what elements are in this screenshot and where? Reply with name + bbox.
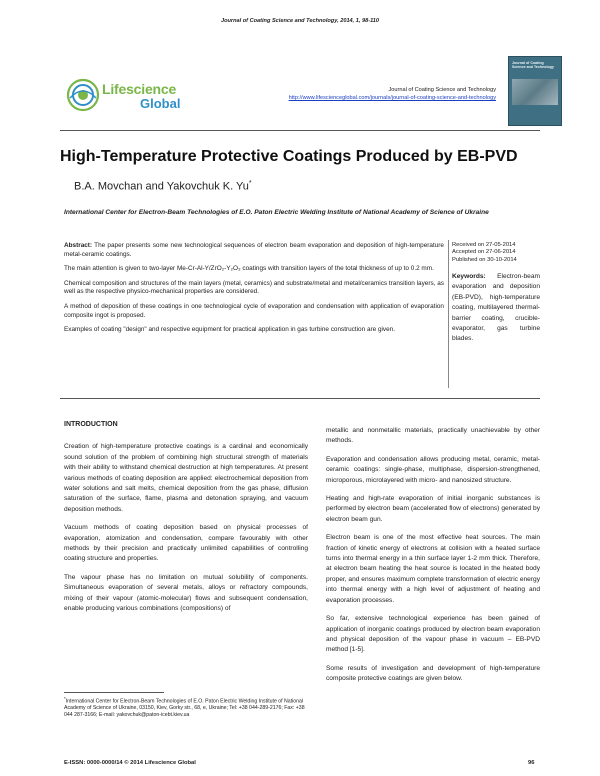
logo-text-global: Global — [140, 96, 181, 111]
article-title: High-Temperature Protective Coatings Produced by EB-PVD — [60, 148, 518, 165]
body-paragraph: The vapour phase has no limitation on mutual solubility of components. Simultaneous evaporation of several metals, alloys or refractory compounds, mixing of their vapour (atomic-molecular) flows and subsequent condensation, enable producing various combinations (compositions) of — [64, 573, 308, 613]
article-dates — [452, 242, 542, 264]
journal-url-link[interactable]: http://www.lifescienceglobal.com/journals/journal-of-coating-science-and-technology — [288, 95, 496, 101]
published-date: Published on 30-10-2014 — [452, 256, 517, 263]
journal-name: Journal of Coating Science and Technology — [388, 87, 496, 93]
body-paragraph: Evaporation and condensation allows producing metal, ceramic, metal-ceramic coatings: single-phase, multiphase, dispersion-strengthened, microporous, microlayered with micro- and nanosized structure. — [326, 455, 540, 484]
page-number: 96 — [528, 760, 535, 766]
logo-mark-icon — [66, 78, 100, 112]
cover-title: Journal of Coating Science and Technology — [512, 61, 554, 70]
abstract-label: Abstract: — [64, 242, 93, 249]
body-paragraph: Heating and high-rate evaporation of initial inorganic substances is performed by electron beam (accelerated flow of electrons) generated by electron beam gun. — [326, 495, 540, 523]
body-paragraph: Electron beam is one of the most effective heat sources. The main fraction of kinetic energy of electrons at collision with a heated surface turns into thermal energy in a thin surface layer 1-2 mm thick. Therefore, at electron beam heating the heat source is located in the heated body proper, and ensures maximum complete transformation of electric energy into thermal energy with a high level of adjustment of heating and evaporation processes. — [326, 534, 540, 604]
author-footnote-mark[interactable]: * — [248, 180, 252, 187]
affiliation: International Center for Electron-Beam Technologies of E.O. Paton Electric Welding Institute of National Academy of Science of Ukraine — [64, 209, 489, 216]
abstract-divider — [448, 240, 449, 388]
cover-image — [512, 79, 558, 105]
logo-text-lifescience: Lifescience — [102, 81, 177, 97]
footnote-text: International Center for Electron-Beam Technologies of E.O. Paton Electric Welding Institute of National Academy of Science of Ukraine, 03150, Kiev, Gorky str., 68, e, Ukraine; Tel: +38 044-289-2176; Fax: +38 044 287-3166; E-mail: yakovchuk@paton-icebt.kiev.ua — [64, 698, 305, 718]
keywords-block — [452, 272, 540, 345]
abstract-block — [64, 242, 444, 341]
body-paragraph: metallic and nonmetallic materials, practically unachievable by other methods. — [326, 427, 540, 445]
body-paragraph: Vacuum methods of coating deposition based on physical processes of evaporation, atomization and condensation, compare favourably with other methods by their precision and practically unlimited capabilities of controlling coating structure and properties. — [64, 524, 308, 563]
keywords-text: Electron-beam evaporation and deposition (EB-PVD), high-temperature coating, multilayered thermal-barrier coating, crucible-evaporator, gas turbine blades. — [452, 273, 540, 343]
abstract-paragraph: A method of deposition of these coatings in one technological cycle of evaporation and condensation with application of evaporation composite ingot is proposed. — [64, 302, 444, 319]
keywords-label: Keywords: — [452, 273, 486, 280]
journal-cover-thumbnail[interactable] — [508, 56, 562, 126]
abstract-paragraph: The paper presents some new technological sequences of electron beam evaporation and deposition of high-temperature metal-ceramic coatings. — [64, 242, 444, 258]
journal-reference: Journal of Coating Science and Technology, 2014, 1, 98-110 — [220, 18, 380, 24]
accepted-date: Accepted on 27-06-2014 — [452, 249, 516, 256]
footnote-mark: * — [64, 696, 66, 701]
section-heading: INTRODUCTION — [64, 421, 118, 428]
footnote-rule — [64, 692, 164, 693]
received-date: Received on 27-05-2014 — [452, 242, 516, 248]
footer-issn: E-ISSN: 0000-0000/14 © 2014 Lifescience Global — [64, 760, 196, 766]
body-paragraph: Creation of high-temperature protective coatings is a cardinal and economically sound solution of the problem of combining high structural strength of materials with their ability to withstand chemical destruction at high temperatures. At present various methods of coating deposition are applied: electrochemical deposition from water solutions and salt melts, chemical deposition from the gas phase, diffusion saturation of the surface, flame, plasma and detonation spraying, and vacuum deposition methods. — [64, 443, 308, 513]
footnote — [64, 696, 308, 719]
authors: B.A. Movchan and Yakovchuk K. Yu — [74, 180, 249, 193]
body-column-right — [326, 426, 540, 693]
authors-line — [74, 180, 252, 193]
abstract-paragraph: The main attention is given to two-layer Me-Cr-Al-Y/ZrO₂-Y₂O₃ coatings with transition layers of the total thickness of up to 0.2 mm. — [64, 265, 434, 273]
body-column-left — [64, 420, 308, 623]
abstract-paragraph: Chemical composition and structures of the main layers (metal, ceramics) and substrate/metal and metal/ceramics transition layers, as well as the respective physico-mechanical properties are considered. — [64, 279, 444, 296]
body-paragraph: Some results of investigation and development of high-temperature composite protective coatings are given below. — [326, 664, 540, 683]
section-divider — [60, 398, 540, 399]
publication-info — [289, 86, 496, 102]
header-divider — [60, 130, 540, 131]
abstract-paragraph: Examples of coating "design" and respective equipment for practical application in gas turbine construction are given. — [64, 326, 396, 334]
body-paragraph: So far, extensive technological experience has been gained of application of inorganic coatings produced by electron beam evaporation and physical deposition of the vapour phase in vacuum – EB-PVD method [1-5]. — [326, 615, 540, 654]
publisher-logo[interactable] — [66, 78, 206, 114]
